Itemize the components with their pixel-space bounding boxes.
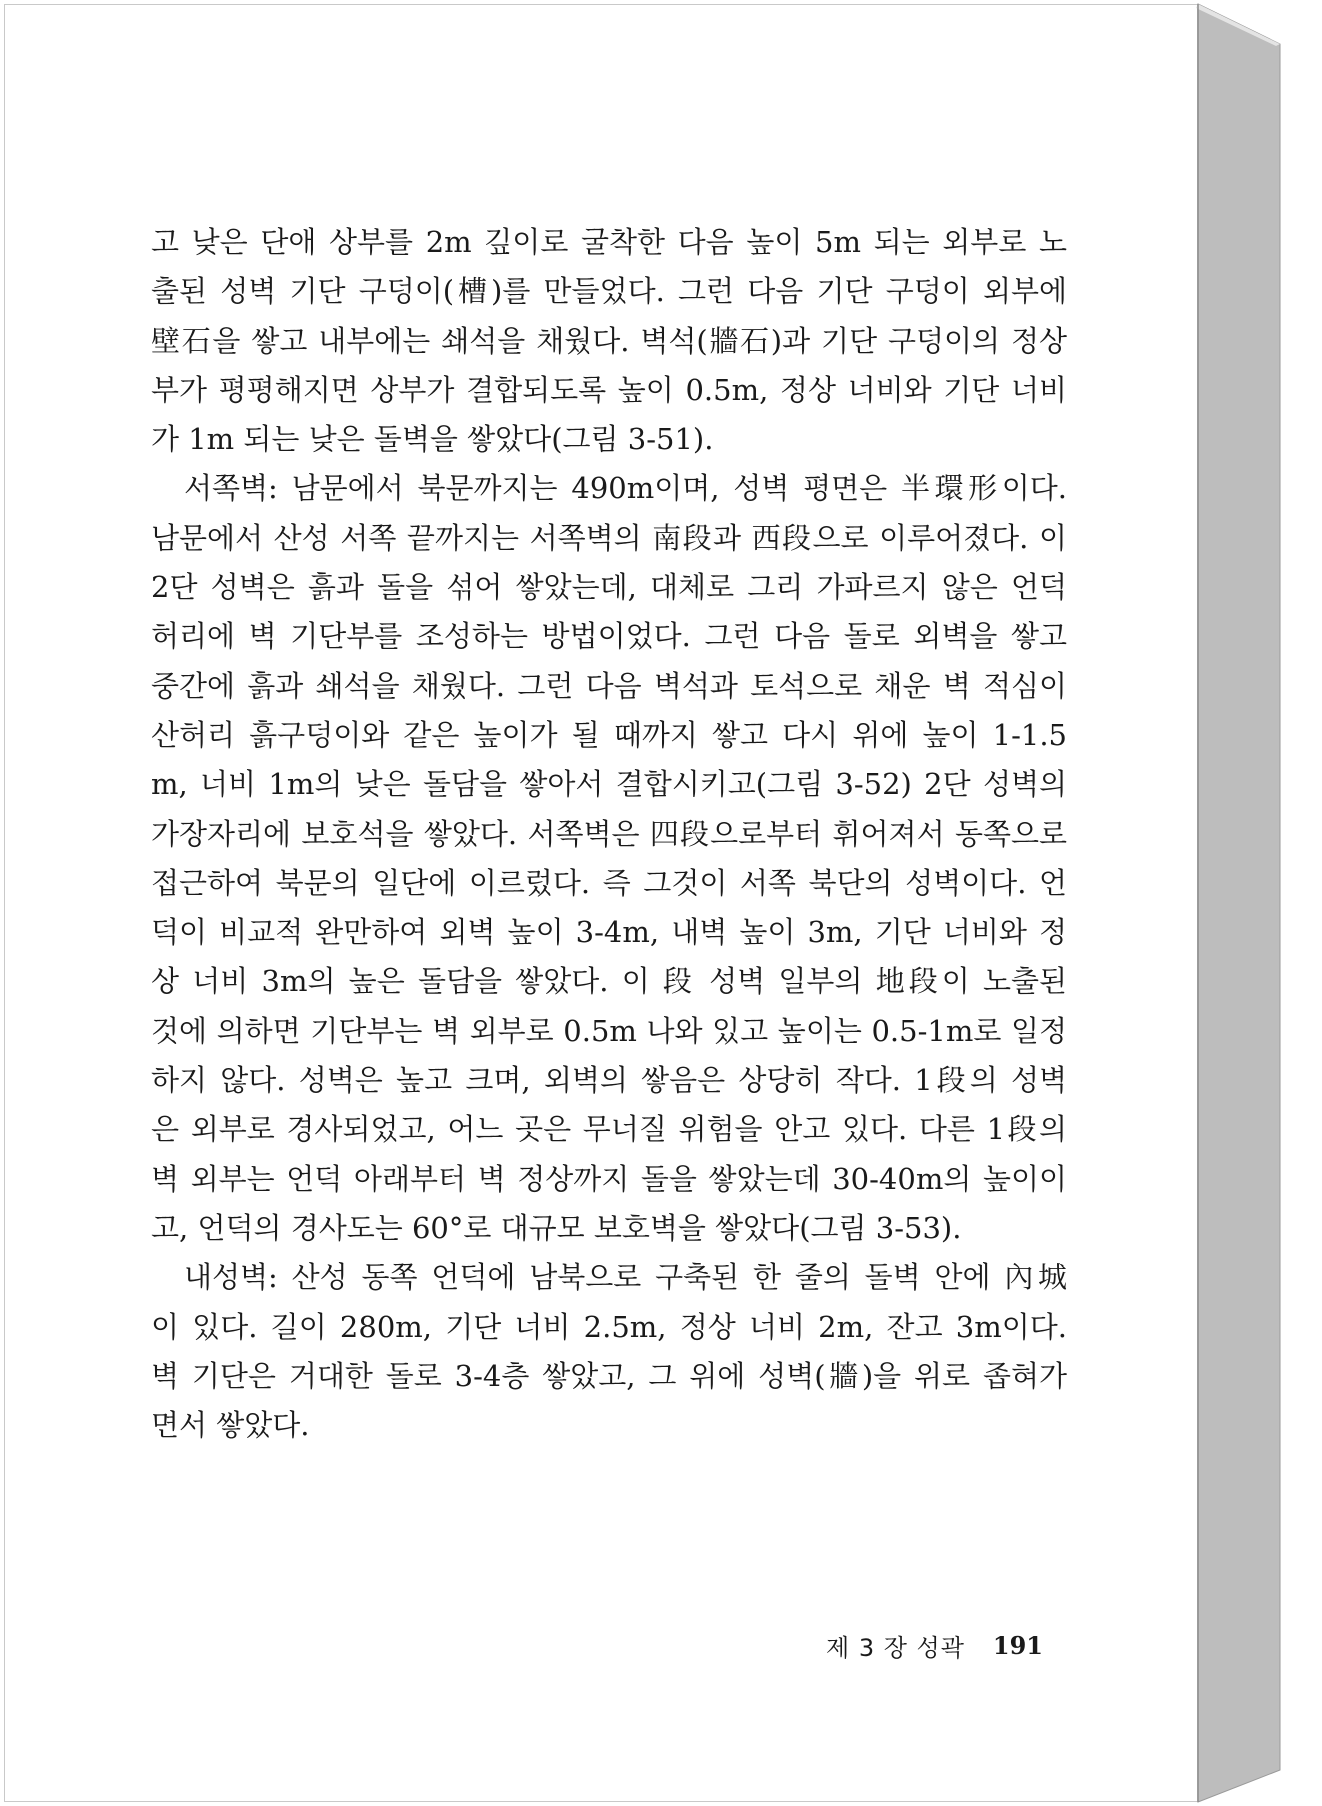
text-line: 접근하여 북문의 일단에 이르렀다. 즉 그것이 서쪽 북단의 성벽이다. 언	[151, 865, 1067, 900]
text-line: 덕이 비교적 완만하여 외벽 높이 3-4m, 내벽 높이 3m, 기단 너비와 정	[151, 915, 1067, 950]
text-line: 중간에 흙과 쇄석을 채웠다. 그런 다음 벽석과 토석으로 채운 벽 적심이	[151, 668, 1067, 703]
text-line: 하지 않다. 성벽은 높고 크며, 외벽의 쌓음은 상당히 작다. 1段의 성벽	[151, 1063, 1067, 1098]
text-line: m, 너비 1m의 낮은 돌담을 쌓아서 결합시키고(그림 3-52) 2단 성벽의	[151, 767, 1067, 802]
text-line: 출된 성벽 기단 구덩이(槽)를 만들었다. 그런 다음 기단 구덩이 외부에	[151, 274, 1067, 309]
text-line: 가 1m 되는 낮은 돌벽을 쌓았다(그림 3-51).	[151, 422, 714, 457]
text-line: 것에 의하면 기단부는 벽 외부로 0.5m 나와 있고 높이는 0.5-1m로 일정	[151, 1013, 1067, 1048]
text-line: 가장자리에 보호석을 쌓았다. 서쪽벽은 四段으로부터 휘어져서 동쪽으로	[151, 816, 1067, 851]
text-line: 상 너비 3m의 높은 돌담을 쌓았다. 이 段 성벽 일부의 地段이 노출된	[151, 964, 1067, 999]
text-line: 이 있다. 길이 280m, 기단 너비 2.5m, 정상 너비 2m, 잔고 3m이다.	[151, 1309, 1067, 1344]
text-line: 내성벽: 산성 동쪽 언덕에 남북으로 구축된 한 줄의 돌벽 안에 內城	[184, 1260, 1067, 1295]
text-line: 부가 평평해지면 상부가 결합되도록 높이 0.5m, 정상 너비와 기단 너비	[151, 372, 1067, 407]
body-text	[151, 218, 1067, 1450]
text-line: 벽 외부는 언덕 아래부터 벽 정상까지 돌을 쌓았는데 30-40m의 높이이	[151, 1161, 1067, 1196]
text-line: 허리에 벽 기단부를 조성하는 방법이었다. 그런 다음 돌로 외벽을 쌓고	[151, 619, 1067, 654]
text-line: 산허리 흙구덩이와 같은 높이가 될 때까지 쌓고 다시 위에 높이 1-1.5	[151, 717, 1067, 752]
text-line: 2단 성벽은 흙과 돌을 섞어 쌓았는데, 대체로 그리 가파르지 않은 언덕	[151, 570, 1067, 605]
text-line: 벽 기단은 거대한 돌로 3-4층 쌓았고, 그 위에 성벽(牆)을 위로 좁혀가	[151, 1358, 1067, 1393]
text-line: 고, 언덕의 경사도는 60°로 대규모 보호벽을 쌓았다(그림 3-53).	[151, 1210, 962, 1245]
text-line: 서쪽벽: 남문에서 북문까지는 490m이며, 성벽 평면은 半環形이다.	[184, 471, 1067, 506]
text-line: 壁石을 쌓고 내부에는 쇄석을 채웠다. 벽석(牆石)과 기단 구덩이의 정상	[151, 323, 1067, 358]
page-number: 191	[992, 1630, 1044, 1660]
chapter-title: 제 3 장 성곽	[826, 1633, 965, 1662]
text-line: 면서 쌓았다.	[151, 1408, 310, 1443]
page-footer	[826, 1625, 1066, 1665]
text-line: 은 외부로 경사되었고, 어느 곳은 무너질 위험을 안고 있다. 다른 1段의	[151, 1112, 1067, 1147]
text-line: 고 낮은 단애 상부를 2m 깊이로 굴착한 다음 높이 5m 되는 외부로 노	[151, 225, 1067, 259]
text-line: 남문에서 산성 서쪽 끝까지는 서쪽벽의 南段과 西段으로 이루어졌다. 이	[151, 520, 1067, 555]
